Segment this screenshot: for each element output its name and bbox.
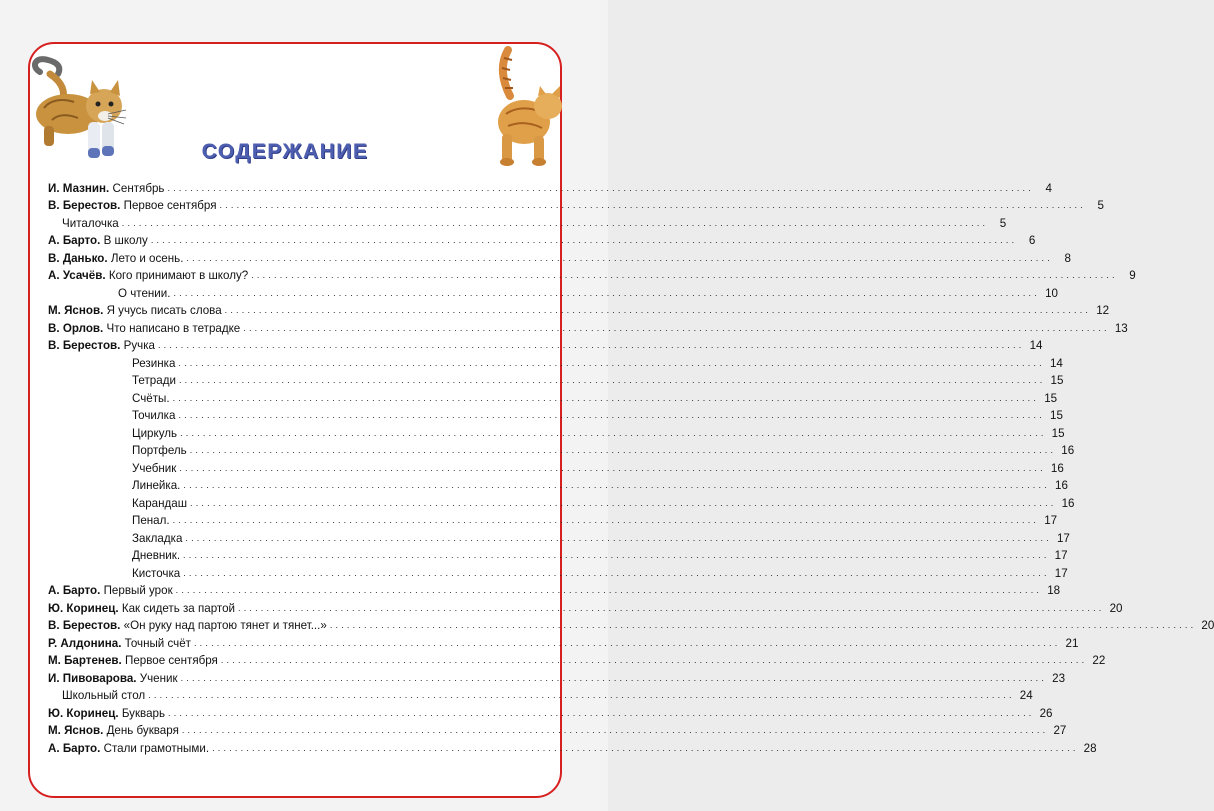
toc-entry-label: [48, 252, 186, 265]
dot-leader: ........................................................................................................................................................: [251, 270, 1118, 280]
toc-entry-page-number: 20: [1201, 619, 1214, 632]
toc-entry-title: Линейка.: [132, 479, 181, 492]
toc-entry-title: Я учусь писать слова: [106, 304, 222, 317]
toc-entry-page-number: 28: [1083, 741, 1097, 755]
toc-entry[interactable]: [48, 195, 1104, 213]
dot-leader: ........................................................................................................................................................: [186, 252, 1053, 263]
dot-leader: ........................................................................................................................................................: [219, 200, 1086, 210]
toc-entry-label: [48, 427, 180, 440]
toc-entry-page-number: 15: [1044, 391, 1058, 405]
toc-entry-title: День букваря: [106, 724, 179, 737]
dot-leader: ........................................................................................................................................................: [189, 445, 1057, 455]
toc-entry-title: Как сидеть за партой: [121, 601, 235, 615]
toc-entry-title: Читалочка: [62, 216, 119, 230]
toc-entry-page-number: 16: [1061, 444, 1075, 457]
toc-entry[interactable]: [48, 317, 1128, 335]
table-of-contents: [48, 177, 1214, 755]
toc-entry-label: [48, 409, 178, 422]
toc-entry-label: [48, 654, 221, 667]
toc-entry-page-number: 17: [1054, 549, 1068, 562]
toc-entry[interactable]: [48, 492, 1075, 510]
toc-entry-label: [48, 514, 173, 527]
toc-entry-author: А. Барто.: [48, 741, 101, 755]
toc-entry[interactable]: [48, 247, 1071, 265]
toc-entry-title: Сентябрь: [112, 181, 165, 195]
dot-leader: ........................................................................................................................................................: [193, 637, 1061, 648]
toc-entry[interactable]: [48, 177, 1052, 195]
toc-heading: СОДЕРЖАНИЕ: [201, 140, 369, 163]
toc-entry-title: Первое сентября: [124, 654, 218, 667]
dot-leader: ........................................................................................................................................................: [212, 742, 1079, 753]
toc-entry-title: Циркуль: [132, 426, 178, 440]
toc-entry-page-number: 20: [1109, 601, 1123, 615]
toc-entry-page-number: 5: [999, 216, 1007, 230]
toc-entry[interactable]: [48, 702, 1053, 720]
toc-entry-label: [48, 304, 225, 317]
toc-entry-label: [48, 724, 182, 737]
toc-entry-label: [48, 374, 179, 387]
toc-entry-label: [48, 567, 183, 580]
toc-entry-page-number: 15: [1050, 374, 1064, 387]
toc-entry-title: Что написано в тетрадке: [106, 321, 241, 335]
toc-entry-label: [48, 602, 238, 615]
toc-entry-author: М. Яснов.: [48, 304, 104, 317]
toc-entry-title: Резинка: [132, 356, 176, 370]
toc-entry[interactable]: [48, 440, 1075, 458]
toc-entry-author: И. Мазнин.: [48, 181, 110, 195]
dot-leader: ........................................................................................................................................................: [179, 462, 1046, 473]
toc-entry-page-number: 22: [1092, 654, 1106, 667]
dot-leader: ........................................................................................................................................................: [243, 322, 1110, 333]
toc-entry-title: Закладка: [132, 531, 183, 545]
dot-leader: ........................................................................................................................................................: [121, 217, 989, 228]
toc-entry-page-number: 27: [1053, 724, 1067, 737]
toc-entry[interactable]: [48, 300, 1110, 318]
dot-leader: ........................................................................................................................................................: [181, 725, 1049, 735]
toc-entry-label: [48, 619, 330, 632]
toc-entry-label: [48, 339, 158, 352]
toc-entry-title: Первое сентября: [123, 199, 217, 212]
toc-entry[interactable]: [48, 265, 1136, 283]
toc-entry[interactable]: [48, 737, 1097, 755]
toc-entry-label: [48, 549, 183, 562]
toc-entry-title: Точный счёт: [124, 636, 191, 650]
toc-entry-author: А. Усачёв.: [48, 269, 106, 282]
toc-entry-label: [48, 479, 183, 492]
dot-leader: ........................................................................................................................................................: [168, 707, 1035, 718]
dot-leader: ........................................................................................................................................................: [183, 480, 1050, 490]
toc-entry-title: О чтении.: [118, 286, 171, 300]
toc-entry-page-number: 12: [1096, 304, 1110, 317]
toc-entry-title: Лето и осень.: [110, 251, 184, 265]
toc-entry-page-number: 16: [1055, 479, 1068, 492]
dot-leader: ........................................................................................................................................................: [175, 585, 1043, 595]
dot-leader: ........................................................................................................................................................: [157, 340, 1025, 350]
toc-entry[interactable]: [48, 230, 1036, 248]
toc-entry-page-number: 15: [1051, 426, 1065, 440]
toc-entry[interactable]: [48, 422, 1065, 440]
toc-entry-label: [48, 182, 167, 195]
toc-entry-author: М. Яснов.: [48, 724, 104, 737]
dot-leader: ........................................................................................................................................................: [172, 515, 1040, 525]
toc-entry[interactable]: [48, 282, 1058, 300]
toc-entry-page-number: 15: [1050, 409, 1063, 422]
toc-entry-title: Ученик: [139, 671, 178, 685]
dot-leader: ........................................................................................................................................................: [173, 287, 1040, 298]
toc-entry-author: В. Берестов.: [48, 199, 121, 212]
toc-entry[interactable]: [48, 720, 1067, 738]
toc-entry-title: Портфель: [132, 444, 187, 457]
toc-entry-page-number: 17: [1044, 514, 1058, 527]
toc-entry-label: [48, 287, 173, 300]
toc-entry[interactable]: [48, 597, 1123, 615]
toc-entry[interactable]: [48, 650, 1106, 668]
toc-entry-title: Учебник: [132, 461, 177, 475]
toc-entry-title: Счёты.: [132, 391, 170, 405]
toc-entry-page-number: 4: [1045, 181, 1052, 195]
toc-entry-author: В. Данько.: [48, 251, 108, 265]
dot-leader: ........................................................................................................................................................: [185, 532, 1052, 543]
toc-entry-page-number: 16: [1061, 496, 1075, 510]
toc-entry-page-number: 21: [1065, 636, 1079, 650]
toc-entry-title: Букварь: [121, 706, 166, 720]
dot-leader: ........................................................................................................................................................: [183, 567, 1050, 578]
toc-entry-label: [48, 707, 168, 720]
toc-entry-label: [48, 497, 190, 510]
toc-entry-title: Школьный стол: [62, 689, 146, 702]
toc-entry-author: В. Берестов.: [48, 339, 121, 352]
toc-entry-label: [48, 689, 148, 702]
toc-entry-author: Ю. Коринец.: [48, 601, 119, 615]
dot-leader: ........................................................................................................................................................: [220, 655, 1088, 665]
toc-entry-page-number: 13: [1114, 321, 1128, 335]
toc-entry-label: [48, 584, 176, 597]
toc-entry-title: Дневник.: [132, 549, 181, 562]
toc-entry-label: [48, 217, 122, 230]
toc-entry-author: В. Берестов.: [48, 619, 121, 632]
toc-entry-page-number: 14: [1049, 356, 1063, 370]
toc-entry-label: [48, 462, 179, 475]
toc-entry-page-number: 14: [1029, 339, 1043, 352]
toc-entry-page-number: 9: [1129, 269, 1136, 282]
toc-entry[interactable]: [48, 510, 1058, 528]
dot-leader: ........................................................................................................................................................: [172, 392, 1040, 403]
toc-entry-label: [48, 392, 173, 405]
toc-entry-label: [48, 269, 251, 282]
toc-entry-label: [48, 444, 190, 457]
toc-entry-label: [48, 322, 243, 335]
dot-leader: ........................................................................................................................................................: [238, 602, 1105, 613]
dot-leader: ........................................................................................................................................................: [150, 235, 1018, 245]
toc-entry[interactable]: [48, 457, 1064, 475]
dot-leader: ........................................................................................................................................................: [180, 672, 1048, 683]
toc-entry-page-number: 17: [1054, 566, 1068, 580]
toc-entry-title: Стали грамотными.: [103, 741, 210, 755]
toc-entry[interactable]: [48, 475, 1068, 493]
toc-entry[interactable]: [48, 545, 1068, 563]
toc-entry-page-number: 26: [1039, 706, 1053, 720]
toc-entry[interactable]: [48, 615, 1214, 633]
toc-entry-title: Кисточка: [132, 566, 181, 580]
toc-entry-title: Ручка: [123, 339, 155, 352]
toc-entry[interactable]: [48, 632, 1079, 650]
dot-leader: ........................................................................................................................................................: [183, 550, 1050, 560]
toc-entry-page-number: 10: [1045, 286, 1058, 300]
toc-entry-author: В. Орлов.: [48, 321, 104, 335]
toc-entry-label: [48, 742, 212, 755]
toc-entry-page-number: 23: [1052, 671, 1066, 685]
toc-entry[interactable]: [48, 352, 1063, 370]
dot-leader: ........................................................................................................................................................: [148, 690, 1015, 700]
toc-entry-title: Пенал.: [132, 514, 170, 527]
dot-leader: ........................................................................................................................................................: [190, 497, 1057, 508]
toc-entry-page-number: 5: [1097, 199, 1104, 212]
toc-entry-title: «Он руку над партою тянет и тянет...»: [123, 619, 327, 632]
toc-entry-page-number: 17: [1056, 531, 1070, 545]
toc-entry-label: [48, 532, 185, 545]
toc-entry-page-number: 8: [1064, 251, 1071, 265]
toc-entry[interactable]: [48, 212, 1007, 230]
toc-entry-title: Тетради: [132, 374, 176, 387]
toc-entry-page-number: 16: [1050, 461, 1064, 475]
toc-entry[interactable]: [48, 667, 1066, 685]
toc-entry-author: И. Пивоварова.: [48, 671, 137, 685]
toc-entry-author: М. Бартенев.: [48, 654, 122, 667]
toc-entry[interactable]: [48, 580, 1061, 598]
toc-entry-author: А. Барто.: [48, 234, 101, 247]
dot-leader: ........................................................................................................................................................: [224, 305, 1092, 315]
toc-entry-title: В школу: [103, 234, 148, 247]
toc-entry[interactable]: [48, 562, 1068, 580]
toc-entry[interactable]: [48, 685, 1033, 703]
toc-entry-author: А. Барто.: [48, 584, 101, 597]
toc-entry-title: Карандаш: [132, 496, 188, 510]
toc-entry[interactable]: [48, 405, 1063, 423]
toc-entry-label: [48, 637, 194, 650]
toc-entry-author: Р. Алдонина.: [48, 636, 122, 650]
toc-entry[interactable]: [48, 335, 1043, 353]
toc-entry-label: [48, 199, 219, 212]
toc-entry-title: Кого принимают в школу?: [108, 269, 249, 282]
toc-entry[interactable]: [48, 370, 1064, 388]
dot-leader: ........................................................................................................................................................: [178, 375, 1046, 385]
toc-entry[interactable]: [48, 527, 1070, 545]
toc-entry-label: [48, 357, 178, 370]
toc-entry-title: Первый урок: [103, 584, 173, 597]
toc-entry-label: [48, 672, 181, 685]
toc-entry-title: Точилка: [132, 409, 176, 422]
toc-entry-author: Ю. Коринец.: [48, 706, 119, 720]
dot-leader: ........................................................................................................................................................: [180, 427, 1047, 438]
dot-leader: ........................................................................................................................................................: [178, 410, 1045, 420]
dot-leader: ........................................................................................................................................................: [329, 620, 1197, 630]
toc-entry-page-number: 24: [1019, 689, 1033, 702]
toc-entry-page-number: 18: [1047, 584, 1061, 597]
toc-entry-label: [48, 234, 151, 247]
toc-entry[interactable]: [48, 387, 1058, 405]
dot-leader: ........................................................................................................................................................: [178, 357, 1045, 368]
toc-entry-page-number: 6: [1028, 234, 1036, 247]
dot-leader: ........................................................................................................................................................: [167, 182, 1034, 193]
